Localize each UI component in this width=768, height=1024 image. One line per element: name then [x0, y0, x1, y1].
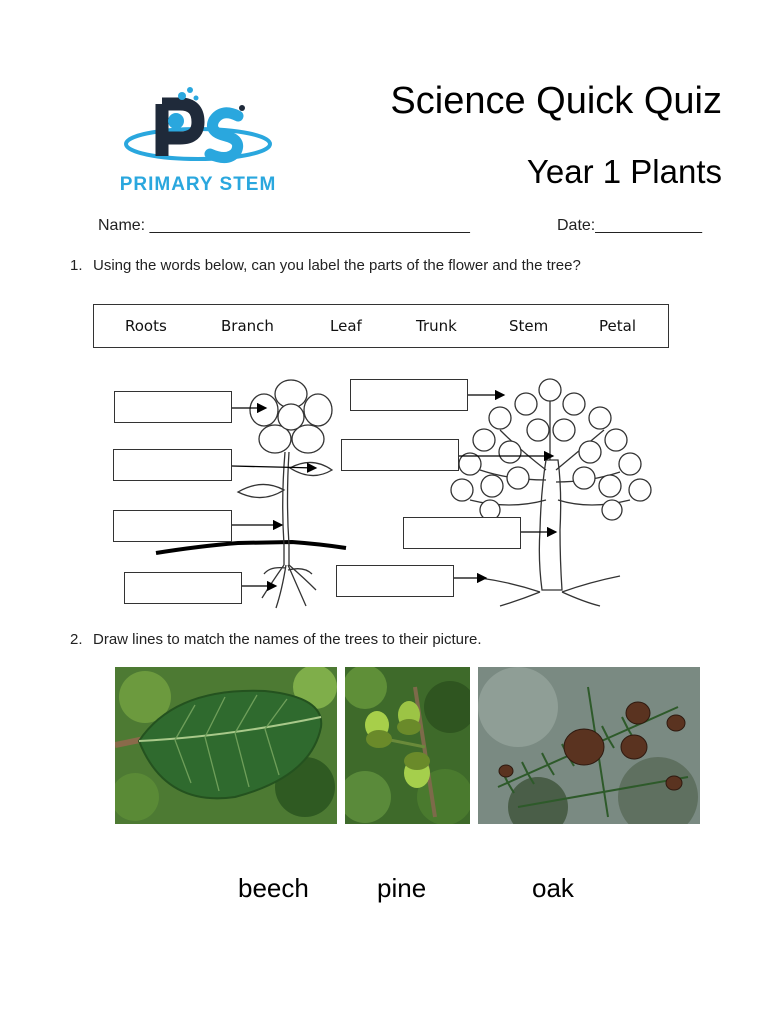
primary-stem-logo: [118, 84, 278, 200]
page-title: Science Quick Quiz: [390, 80, 722, 122]
word-stem: Stem: [509, 317, 549, 335]
tree-label-box-1[interactable]: [350, 379, 468, 411]
page-subtitle: Year 1 Plants: [526, 153, 722, 190]
ground-line: [156, 542, 346, 553]
flower-label-box-4[interactable]: [124, 572, 242, 604]
logo-text: PRIMARY STEM: [119, 174, 277, 195]
flower-illustration: [238, 380, 332, 608]
beech-leaf-photo: [115, 667, 337, 824]
tree-name-oak: oak: [532, 873, 574, 903]
pine-cone-photo: [478, 667, 700, 824]
date-field[interactable]: Date:____________: [557, 217, 703, 234]
word-petal: Petal: [599, 317, 636, 335]
acorn-oak-photo: [345, 667, 470, 824]
word-trunk: Trunk: [416, 317, 457, 335]
tree-label-box-4[interactable]: [336, 565, 454, 597]
tree-label-box-2[interactable]: [341, 439, 459, 471]
question-1-text: Using the words below, can you label the parts of the flower and the tree?: [93, 257, 581, 274]
word-branch: Branch: [221, 317, 274, 335]
flower-label-box-3[interactable]: [113, 510, 232, 542]
word-leaf: Leaf: [330, 317, 362, 335]
flower-label-box-2[interactable]: [113, 449, 232, 481]
tree-label-box-3[interactable]: [403, 517, 521, 549]
word-roots: Roots: [125, 317, 167, 335]
question-2-number: 2.: [70, 631, 83, 648]
question-1-number: 1.: [70, 257, 83, 274]
tree-illustration: [451, 379, 651, 606]
flower-label-box-1[interactable]: [114, 391, 232, 423]
name-field[interactable]: Name: ____________________________________: [98, 217, 470, 234]
tree-name-beech: beech: [238, 873, 309, 903]
word-bank: [93, 304, 669, 348]
question-2-text: Draw lines to match the names of the trees to their picture.: [93, 631, 482, 648]
tree-name-pine: pine: [377, 873, 427, 903]
